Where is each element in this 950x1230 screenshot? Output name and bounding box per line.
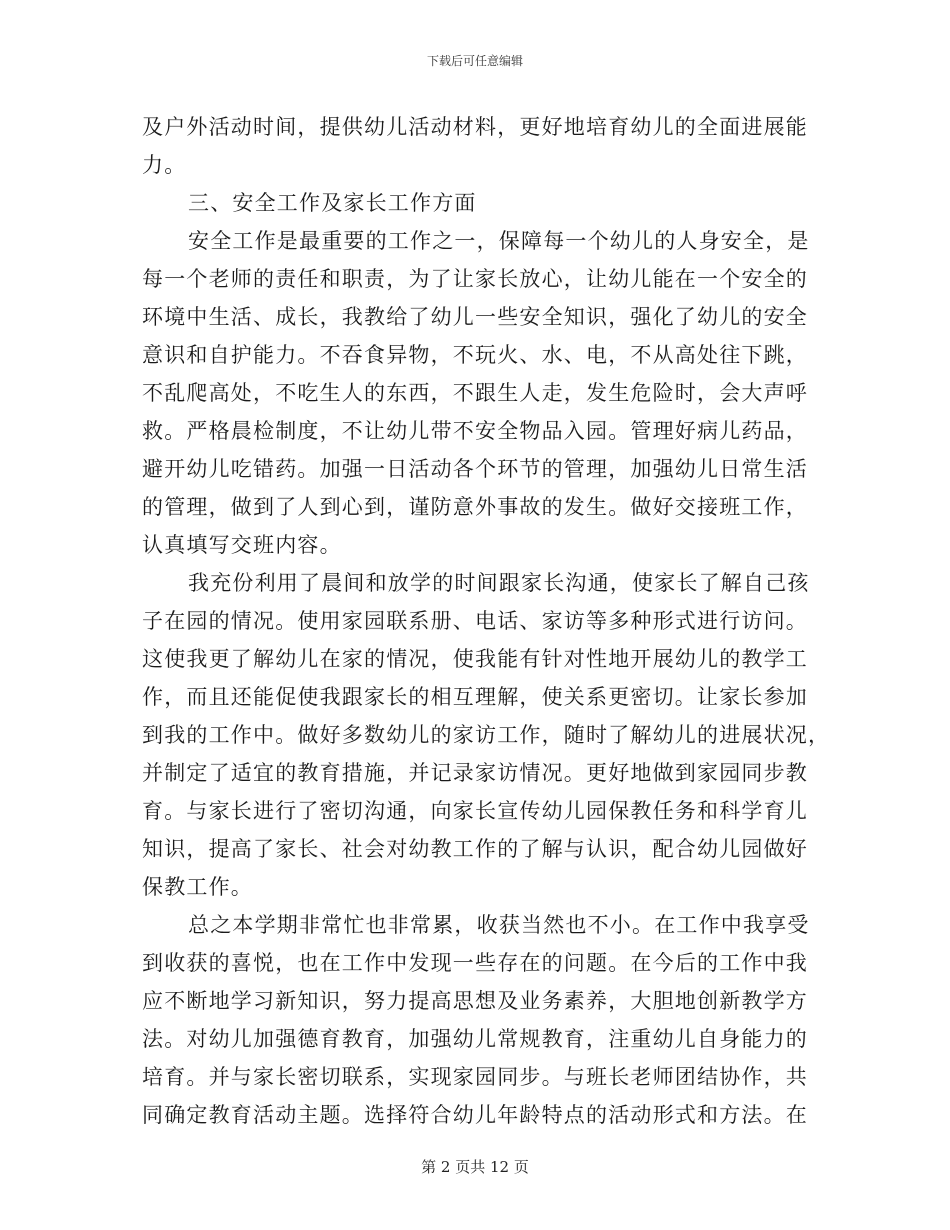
page-header: 下载后可任意编辑	[426, 54, 523, 68]
section-heading: 三、安全工作及家长工作方面	[188, 191, 477, 215]
text-line: 避开幼儿吃错药。加强一日活动各个环节的管理，加强幼儿日常生活	[142, 457, 808, 481]
text-line: 及户外活动时间，提供幼儿活动材料，更好地培育幼儿的全面进展能	[142, 115, 808, 139]
text-line: 知识，提高了家长、社会对幼教工作的了解与认识，配合幼儿园做好	[142, 837, 808, 861]
text-line: 不乱爬高处，不吃生人的东西，不跟生人走，发生危险时，会大声呼	[142, 381, 808, 405]
text-line: 培育。并与家长密切联系，实现家园同步。与班长老师团结协作，共	[142, 1065, 808, 1089]
text-line: 救。严格晨检制度，不让幼儿带不安全物品入园。管理好病儿药品，	[142, 419, 808, 443]
text-line: 到收获的喜悦，也在工作中发现一些存在的问题。在今后的工作中我	[142, 951, 808, 975]
document-body	[142, 108, 831, 1134]
text-line: 力。	[142, 153, 187, 177]
text-line: 作，而且还能促使我跟家长的相互理解，使关系更密切。让家长参加	[142, 685, 808, 709]
text-line: 的管理，做到了人到心到，谨防意外事故的发生。做好交接班工作，	[142, 495, 808, 519]
text-line: 意识和自护能力。不吞食异物，不玩火、水、电，不从高处往下跳，	[142, 343, 808, 367]
text-line: 认真填写交班内容。	[142, 533, 342, 557]
text-line: 每一个老师的责任和职责，为了让家长放心，让幼儿能在一个安全的	[142, 267, 808, 291]
text-line: 应不断地学习新知识，努力提高思想及业务素养，大胆地创新教学方	[142, 989, 808, 1013]
text-line: 总之本学期非常忙也非常累，收获当然也不小。在工作中我享受	[188, 913, 810, 937]
text-line: 育。与家长进行了密切沟通，向家长宣传幼儿园保教任务和科学育儿	[142, 799, 808, 823]
text-line: 同确定教育活动主题。选择符合幼儿年龄特点的活动形式和方法。在	[142, 1103, 808, 1127]
text-line: 我充份利用了晨间和放学的时间跟家长沟通，使家长了解自己孩	[188, 571, 810, 595]
text-line: 法。对幼儿加强德育教育，加强幼儿常规教育，注重幼儿自身能力的	[142, 1027, 808, 1051]
text-line: 到我的工作中。做好多数幼儿的家访工作，随时了解幼儿的进展状况，	[142, 723, 831, 747]
text-line: 子在园的情况。使用家园联系册、电话、家访等多种形式进行访问。	[142, 609, 808, 633]
text-line: 保教工作。	[142, 875, 253, 899]
page-footer: 第 2 页共 12 页	[421, 1158, 529, 1176]
text-line: 安全工作是最重要的工作之一，保障每一个幼儿的人身安全，是	[188, 229, 810, 253]
text-line: 这使我更了解幼儿在家的情况，使我能有针对性地开展幼儿的教学工	[142, 647, 808, 671]
text-line: 并制定了适宜的教育措施，并记录家访情况。更好地做到家园同步教	[142, 761, 808, 785]
text-line: 环境中生活、成长，我教给了幼儿一些安全知识，强化了幼儿的安全	[142, 305, 808, 329]
